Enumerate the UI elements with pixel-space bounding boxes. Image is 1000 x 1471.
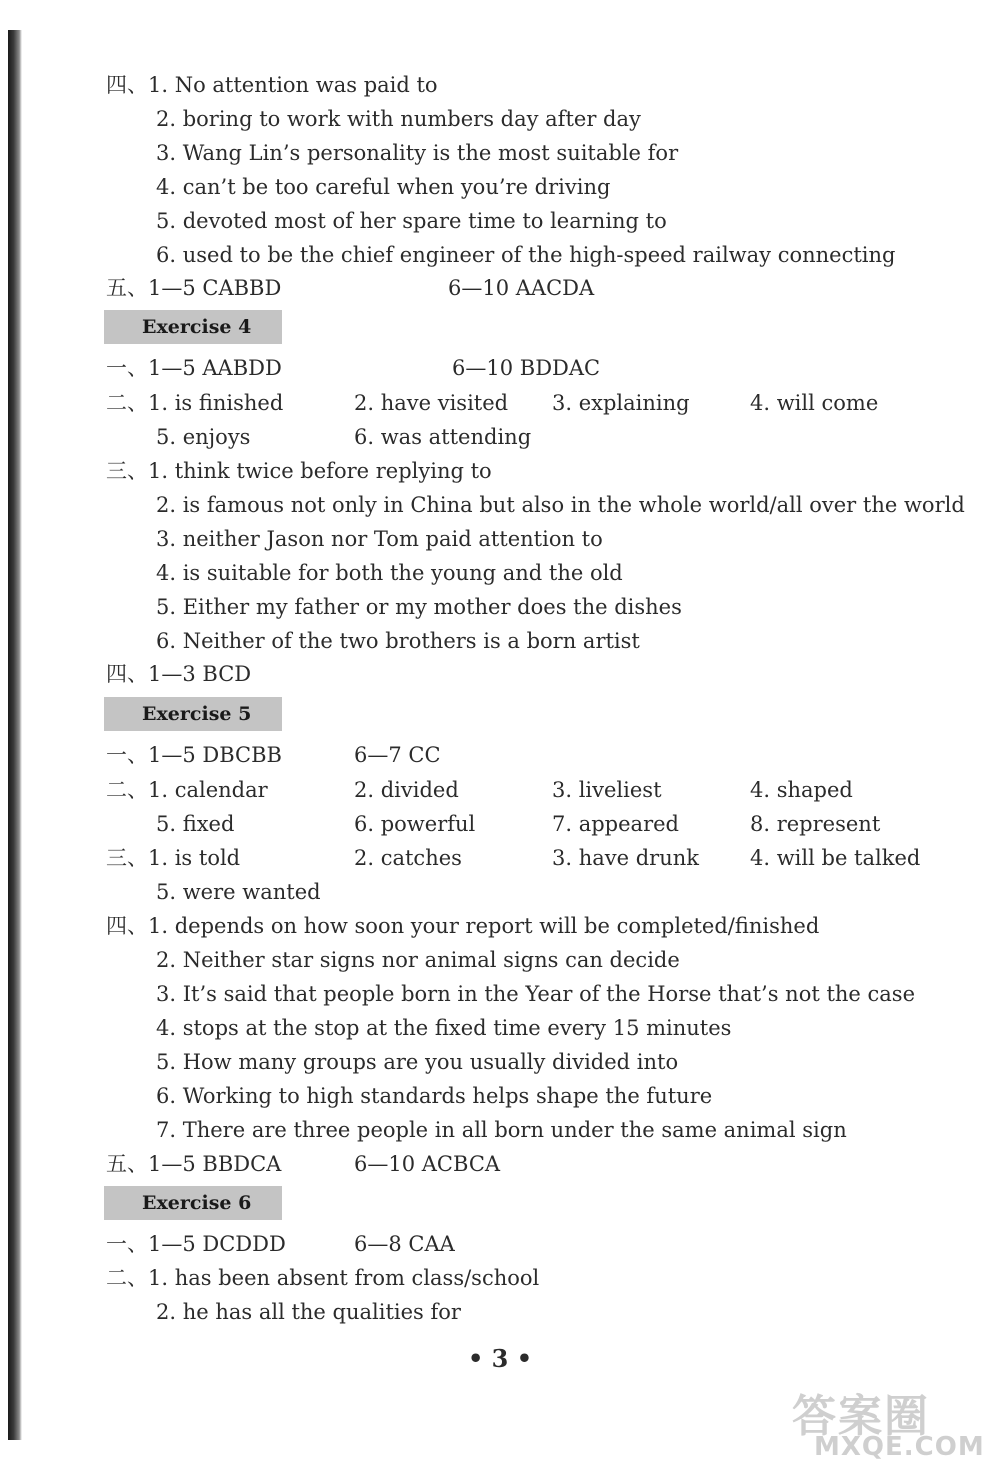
answer-line-text: 一、1—5 DBCBB <box>106 743 282 767</box>
answer-line-text: 2. catches <box>354 846 462 870</box>
answer-line-text: 3. explaining <box>552 391 690 415</box>
answer-line-text: 6—7 CC <box>354 743 441 767</box>
answer-line-text: 5. Either my father or my mother does the dishes <box>156 595 682 619</box>
answer-line-text: 5. How many groups are you usually divided into <box>156 1050 679 1074</box>
answer-line-text: 3. It’s said that people born in the Year of the Horse that’s not the case <box>156 982 916 1006</box>
answer-line-text: 6. Working to high standards helps shape the future <box>156 1084 713 1108</box>
answer-line-text: 4. shaped <box>750 778 853 802</box>
answer-line-text: 4. stops at the stop at the fixed time every 15 minutes <box>156 1016 732 1040</box>
site-watermark <box>792 1380 992 1466</box>
answer-line-text: 4. can’t be too careful when you’re driving <box>156 175 611 199</box>
page-number: • 3 • <box>467 1344 533 1373</box>
answer-line-text: 5. enjoys <box>156 425 251 449</box>
exercise-5-header: Exercise 5 <box>104 697 282 731</box>
answer-line-text: 3. liveliest <box>552 778 662 802</box>
answer-line-text: 7. There are three people in all born under the same animal sign <box>156 1118 847 1142</box>
answer-line-text: 4. will come <box>750 391 879 415</box>
answer-line-text: 6. was attending <box>354 425 532 449</box>
answer-line-text: 6—10 BDDAC <box>452 356 601 380</box>
answer-line-text: 4. will be talked <box>750 846 921 870</box>
answer-line-text: 一、1—5 DCDDD <box>106 1232 286 1256</box>
answer-line-text: 2. Neither star signs nor animal signs can decide <box>156 948 680 972</box>
answer-line-text: 五、1—5 BBDCA <box>106 1152 282 1176</box>
answer-line-text: 二、1. has been absent from class/school <box>106 1266 540 1290</box>
answer-line-text: 6. Neither of the two brothers is a born artist <box>156 629 640 653</box>
answer-line-text: 二、1. is finished <box>106 391 284 415</box>
answer-line-text: 6. used to be the chief engineer of the high-speed railway connecting <box>156 243 896 267</box>
answer-line-text: 四、1—3 BCD <box>106 662 252 686</box>
answer-line-text: 3. have drunk <box>552 846 699 870</box>
answer-line-text: 三、1. think twice before replying to <box>106 459 492 483</box>
answer-line-text: 5. devoted most of her spare time to learning to <box>156 209 667 233</box>
answer-line-text: 四、1. No attention was paid to <box>106 73 438 97</box>
answer-line-text: 6. powerful <box>354 812 476 836</box>
exercise-4-header: Exercise 4 <box>104 310 282 344</box>
answer-line-text: 三、1. is told <box>106 846 241 870</box>
answer-line-text: 8. represent <box>750 812 881 836</box>
answer-line-text: 6—10 ACBCA <box>354 1152 501 1176</box>
answer-line-text: 7. appeared <box>552 812 679 836</box>
answer-line-text: 四、1. depends on how soon your report will be completed/finished <box>106 914 820 938</box>
answer-line-text: 2. divided <box>354 778 459 802</box>
answer-line-text: 二、1. calendar <box>106 778 268 802</box>
answer-line-text: 2. is famous not only in China but also in the whole world/all over the world <box>156 493 965 517</box>
watermark-url: MXQE.COM <box>814 1432 985 1462</box>
answer-line-text: 4. is suitable for both the young and the old <box>156 561 623 585</box>
answer-line-text: 五、1—5 CABBD <box>106 276 282 300</box>
answer-line-text: 6—10 AACDA <box>448 276 595 300</box>
answer-line-text: 一、1—5 AABDD <box>106 356 282 380</box>
answer-line-text: 2. have visited <box>354 391 509 415</box>
answer-line-text: 2. he has all the qualities for <box>156 1300 461 1324</box>
answer-line-text: 3. Wang Lin’s personality is the most suitable for <box>156 141 679 165</box>
answer-line-text: 2. boring to work with numbers day after day <box>156 107 641 131</box>
answer-line-text: 6—8 CAA <box>354 1232 455 1256</box>
watermark-logo-text: 答案圈 <box>792 1391 930 1442</box>
exercise-6-header: Exercise 6 <box>104 1186 282 1220</box>
answer-line-text: 5. fixed <box>156 812 235 836</box>
answer-line-text: 3. neither Jason nor Tom paid attention to <box>156 527 603 551</box>
answer-line-text: 5. were wanted <box>156 880 321 904</box>
book-spine-shadow <box>8 30 22 1440</box>
